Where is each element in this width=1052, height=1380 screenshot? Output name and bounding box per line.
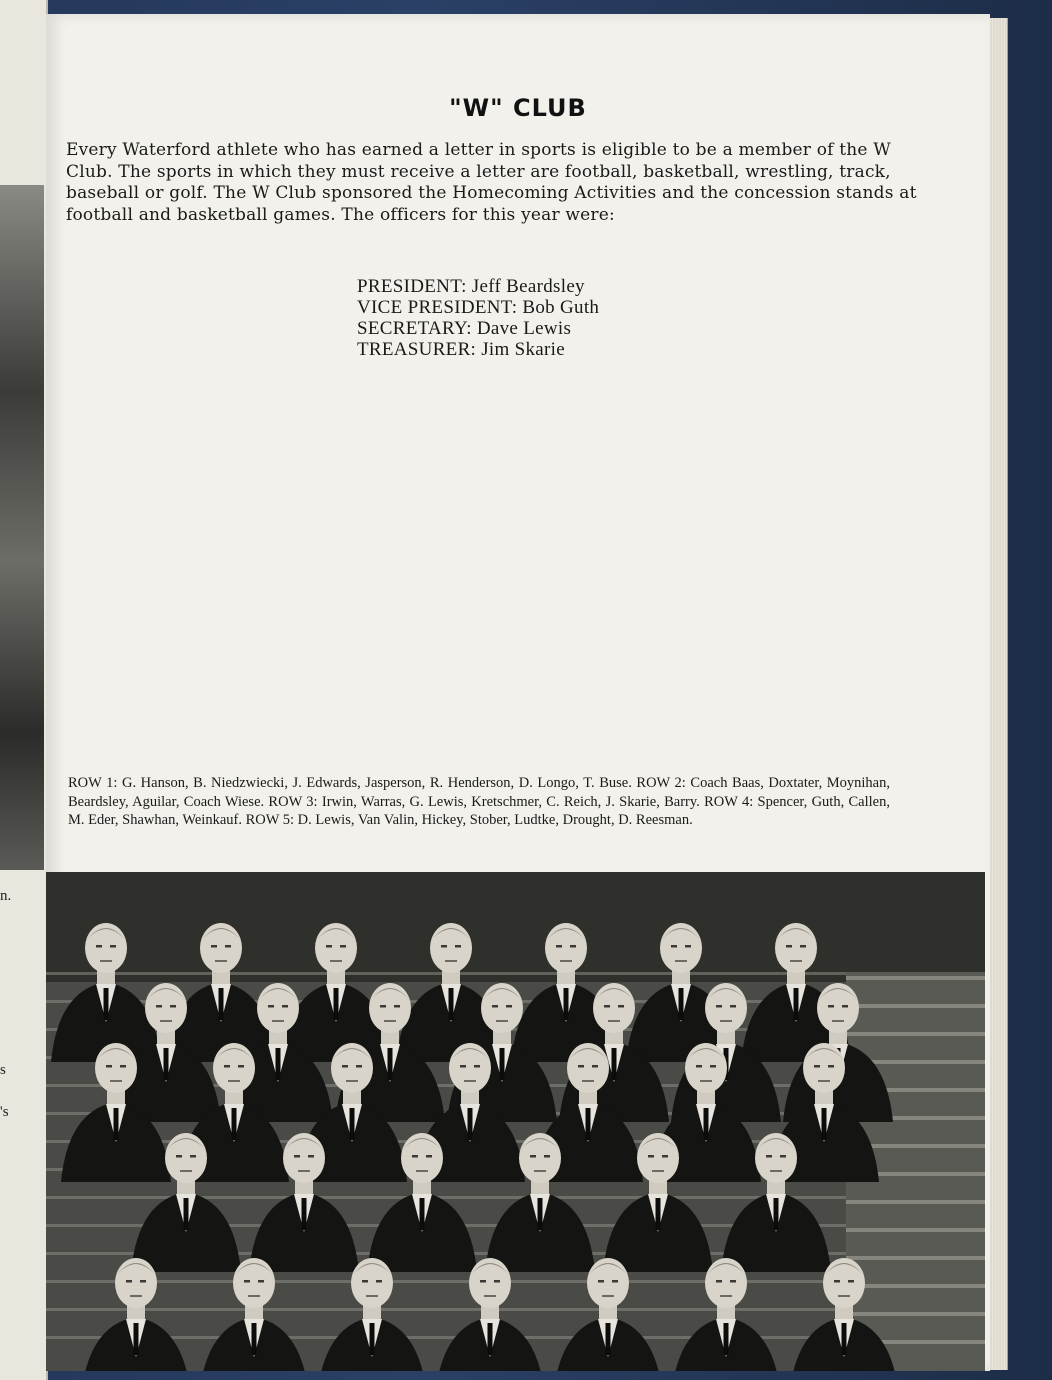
group-photo-image xyxy=(46,872,985,1371)
officer-role: TREASURER: xyxy=(357,339,477,360)
officer-role: SECRETARY: xyxy=(357,318,472,339)
group-photo xyxy=(46,872,985,1371)
page-title: "W" CLUB xyxy=(449,94,587,122)
left-page-text-fragment: s xyxy=(0,1062,6,1078)
left-page-edge xyxy=(0,0,48,1380)
officer-row xyxy=(357,276,599,297)
officer-name: Bob Guth xyxy=(522,297,600,318)
officer-row xyxy=(357,318,599,339)
intro-paragraph: Every Waterford athlete who has earned a letter in sports is eligible to be a member of the W Club. The sports in which they must receive a letter are football, basketball, wrestling, track, baseball or golf. The W Club sponsored the Homecoming Activities and the concession stands at football and basketball games. The officers for this year were: xyxy=(66,140,917,225)
yearbook-page xyxy=(46,14,990,1371)
officer-name: Jim Skarie xyxy=(481,339,565,360)
officer-role: VICE PRESIDENT: xyxy=(357,297,518,318)
officer-name: Dave Lewis xyxy=(476,318,572,339)
left-page-text-fragment: n. xyxy=(0,888,12,904)
officers-list xyxy=(357,276,599,360)
officer-name: Jeff Beardsley xyxy=(471,276,585,297)
officer-role: PRESIDENT: xyxy=(357,276,467,297)
officer-row xyxy=(357,297,599,318)
left-page-text-fragment: 's xyxy=(0,1104,9,1120)
officer-row xyxy=(357,339,599,360)
left-page-photo xyxy=(0,185,44,870)
photo-caption: ROW 1: G. Hanson, B. Niedzwiecki, J. Edwards, Jasperson, R. Henderson, D. Longo, T. Buse. ROW 2: Coach Baas, Doxtater, Moynihan, Beardsley, Aguilar, Coach Wiese. ROW 3: Irwin, Warras, G. Lewis, Kretschmer, C. Reich, J. Skarie, Barry. ROW 4: Spencer, Guth, Callen, M. Eder, Shawhan, Weinkauf. ROW 5: D. Lewis, Van Valin, Hickey, Stober, Ludtke, Drought, D. Reesman. xyxy=(68,775,890,828)
